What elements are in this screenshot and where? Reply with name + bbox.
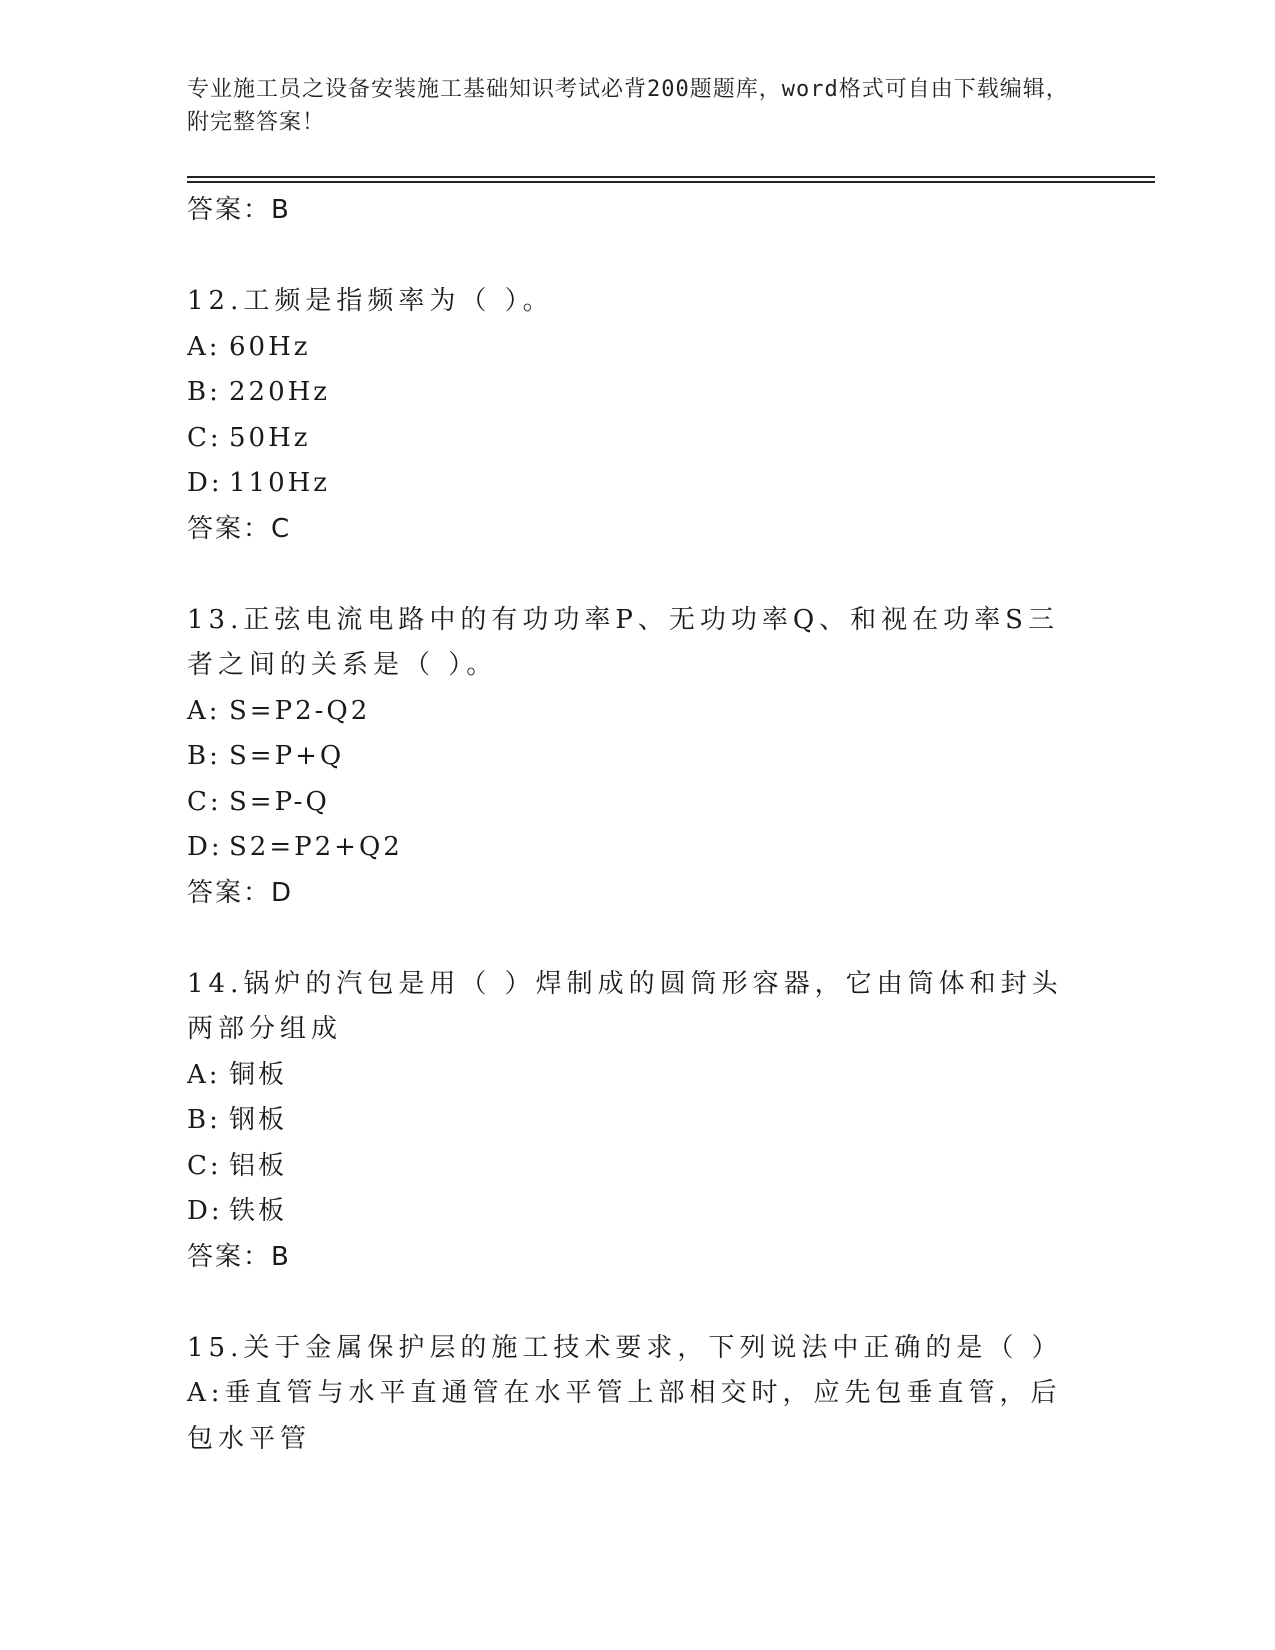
option-label: C: (187, 786, 222, 817)
option-d (187, 1189, 1087, 1235)
option-label: A: (187, 1378, 225, 1408)
document-header-title: 专业施工员之设备安装施工基础知识考试必背200题题库，word格式可自由下载编辑，附完整答案！ (187, 77, 1069, 135)
option-d (187, 825, 1087, 871)
option-b (187, 370, 1087, 416)
option-label: D: (187, 1196, 223, 1226)
option-label: D: (187, 832, 223, 862)
option-label: C: (187, 422, 222, 453)
spacer (187, 552, 1087, 598)
option-c (187, 780, 1087, 826)
question-14 (187, 962, 1087, 1281)
option-a (187, 1371, 1067, 1462)
option-a (187, 1053, 1087, 1099)
question-12 (187, 279, 1087, 552)
option-text: 垂直管与水平直通管在水平管上部相交时，应先包垂直管，后包水平管 (187, 1378, 1062, 1454)
option-text: 60Hz (229, 331, 311, 362)
answer-line: 答案：C (187, 513, 292, 544)
option-a (187, 325, 1087, 371)
question-text: 13.正弦电流电路中的有功功率P、无功功率Q、和视在功率S三者之间的关系是（ ）。 (187, 604, 1059, 680)
spacer (187, 234, 1087, 280)
question-15 (187, 1326, 1087, 1463)
answer-line: 答案：B (187, 195, 291, 225)
option-c (187, 416, 1087, 462)
question-text: 12.工频是指频率为（ ）。 (187, 286, 554, 316)
spacer (187, 1280, 1087, 1326)
option-text: 220Hz (229, 377, 330, 407)
question-text: 15.关于金属保护层的施工技术要求，下列说法中正确的是（ ） (187, 1332, 1063, 1363)
option-label: D: (187, 468, 223, 498)
option-label: C: (187, 1150, 222, 1181)
option-text: S2=P2+Q2 (229, 832, 403, 862)
option-text: S=P-Q (229, 786, 330, 817)
option-c (187, 1144, 1087, 1190)
question-13 (187, 598, 1087, 917)
option-label: A: (187, 1059, 221, 1090)
option-label: A: (187, 695, 221, 726)
option-text: 钢板 (229, 1105, 288, 1135)
option-a (187, 689, 1087, 735)
option-text: 铝板 (229, 1150, 288, 1181)
option-b (187, 1098, 1087, 1144)
option-text: 铜板 (229, 1059, 288, 1090)
answer-line: 答案：D (187, 877, 294, 908)
option-label: B: (187, 377, 221, 407)
option-text: S=P2-Q2 (229, 695, 371, 726)
spacer (187, 916, 1087, 962)
option-text: 110Hz (229, 468, 330, 498)
option-d (187, 461, 1087, 507)
question-list (187, 188, 1087, 1462)
header-rule-bottom (187, 181, 1155, 183)
option-label: B: (187, 1105, 221, 1135)
option-text: S=P+Q (229, 741, 345, 771)
option-label: A: (187, 331, 221, 362)
answer-line: 答案：B (187, 1241, 291, 1272)
option-text: 50Hz (229, 422, 311, 453)
header-rule-top (187, 176, 1155, 178)
question-text: 14.锅炉的汽包是用（ ）焊制成的圆筒形容器，它由筒体和封头两部分组成 (187, 968, 1063, 1044)
option-b (187, 734, 1087, 780)
option-text: 铁板 (229, 1196, 288, 1226)
option-label: B: (187, 741, 221, 771)
